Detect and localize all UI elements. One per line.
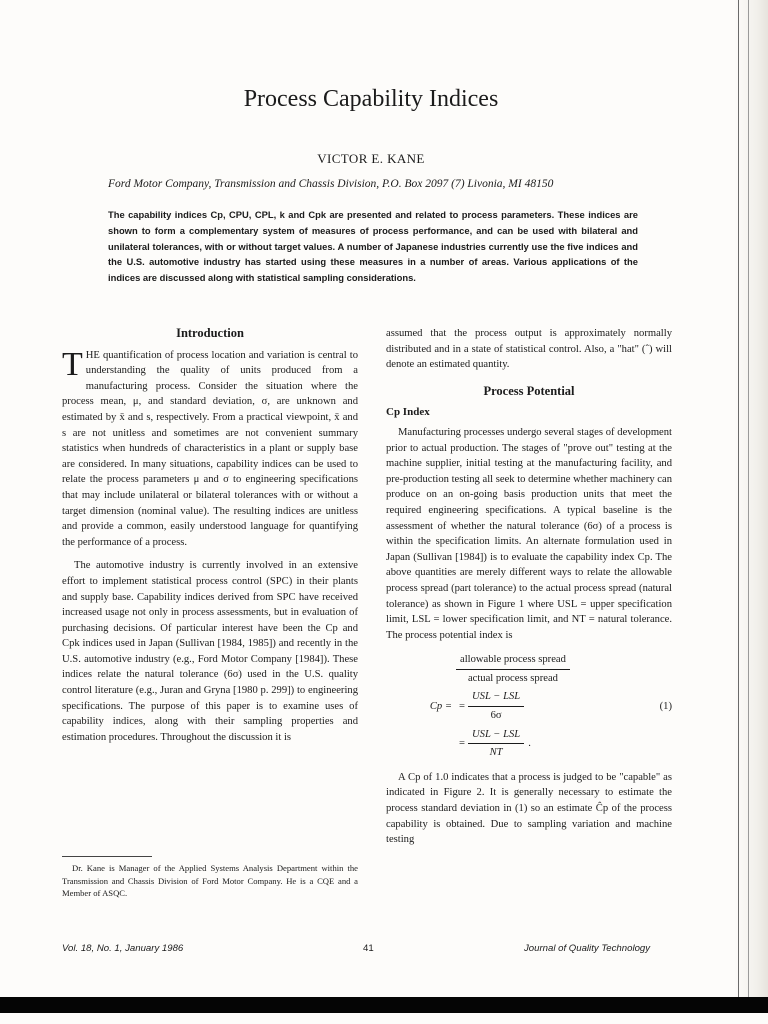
author-affiliation: Ford Motor Company, Transmission and Chassis Division, P.O. Box 2097 (7) Livonia, MI 48150 xyxy=(108,178,554,190)
cp-paragraph-2: A Cp of 1.0 indicates that a process is judged to be "capable" as indicated in Figure 2. It is generally necessary to estimate the process standard deviation in (1) so an estimate Ĉp of the process capability is obtained. Due to sampling variation and machine testing xyxy=(386,771,672,846)
equation-number: (1) xyxy=(659,700,672,712)
equation-numerator: allowable process spread xyxy=(456,652,570,670)
intro-paragraph-1 xyxy=(62,345,358,551)
page-edge-line xyxy=(738,0,739,997)
intro-paragraph-1-text: HE quantification of process location and variation is central to understanding the quality of units produced from a manufacturing process. Consider the situation where the process mean, μ, and standard deviation, σ, are unknown and estimated by x̄ and s, respectively. From a practical viewpoint, x̄ and s are not unitless and sometimes are not convenient summary statistics when hundreds of characteristics in a plant or supply base are considered. In many situations, capability indices can be used to relate the process parameters μ and σ to engineering specifications that may include unilateral or bilateral tolerances with or without a target dimension (nominal value). The resulting indices are unitless and provide a common, easily understood language for quantifying the performance of a process. xyxy=(62,349,358,548)
equation-denominator: NT xyxy=(489,747,503,759)
author-footnote: Dr. Kane is Manager of the Applied Systems Analysis Department within the Transmission and Chassis Division of Ford Motor Company. He is a CQE and a Member of ASQC. xyxy=(62,863,358,899)
continuation-paragraph: assumed that the process output is approximately normally distributed and in a state of statistical control. Also, a "hat" (ˆ) will denote an estimated quantity. xyxy=(386,328,672,371)
equation-denominator: actual process spread xyxy=(467,672,558,684)
equation-1 xyxy=(386,649,672,764)
equation-numerator: USL − LSL xyxy=(468,689,524,707)
equation-lhs: Cp = xyxy=(429,700,452,712)
left-column xyxy=(62,326,358,745)
equation-denominator: 6σ xyxy=(490,710,502,722)
page-edge-line xyxy=(748,0,749,997)
abstract: The capability indices Cp, CPU, CPL, k and Cpk are presented and related to process parameters. These indices are shown to form a complementary system of measures of process performance, and can be used with bilateral and unilateral tolerances, with or without target values. A number of Japanese industries currently use the five indices and the U.S. automotive industry has started using these measures in a number of areas. Various applications of the indices are discussed along with statistical sampling considerations. xyxy=(108,209,638,284)
page-edge-shadow xyxy=(734,0,768,997)
paper-title: Process Capability Indices xyxy=(243,86,499,112)
equation-body xyxy=(456,649,632,764)
drop-cap: T xyxy=(62,345,83,383)
subheading-cp-index: Cp Index xyxy=(386,406,430,419)
section-heading-introduction: Introduction xyxy=(176,326,244,340)
equation-line-3: = $\frac{\text{USL − LSL}}{NT}$ . xyxy=(456,727,632,761)
footer-volume: Vol. 18, No. 1, January 1986 xyxy=(62,943,184,954)
equation-numerator: USL − LSL xyxy=(468,727,524,745)
equation-line-2: = $\frac{\text{USL − LSL}}{6\sigma}$ xyxy=(456,689,632,723)
scan-bottom-border xyxy=(0,997,768,1013)
equation-line-1 xyxy=(456,652,632,686)
intro-paragraph-2: The automotive industry is currently involved in an extensive effort to implement statistical process control (SPC) in their plants and supply base. Capability indices derived from SPC have received increased usage not only in process assessments, but in evaluation of purchasing decisions. Of particular interest have been the Cp and Cpk indices used in Japan (Sullivan [1984, 1985]) and recently in the U.S. automotive industry (e.g., Ford Motor Company [1984]). These indices relate the natural tolerance (6σ) used in the U.S. quality control literature (e.g., Juran and Gryna [1980 p. 299]) to engineering specifications. The purpose of this paper is to examine uses of capability indices, along with their sampling properties and estimation procedures. Throughout the discussion it is xyxy=(62,560,358,743)
author-name: VICTOR E. KANE xyxy=(317,151,425,166)
right-column xyxy=(386,326,672,848)
footer-page-number: 41 xyxy=(363,943,374,954)
footnote-rule xyxy=(62,856,152,857)
section-heading-process-potential: Process Potential xyxy=(483,383,575,398)
footer-journal: Journal of Quality Technology xyxy=(524,943,651,954)
cp-paragraph-1: Manufacturing processes undergo several stages of development prior to actual production. The stages of "prove out" testing at the machine supplier, initial testing at the manufacturing facility, and pre-production testing all seek to determine whether machinery can produce on an on-going basis production units that meet the required engineering specifications. A typical baseline is the assessment of whether the natural tolerance (6σ) of a process is within the specification limits. An alternate formulation used in Japan (Sullivan [1984]) is to evaluate the capability index Cp. The above quantities are merely different ways to relate the allowable process spread (part tolerance) to the actual process spread (natural tolerance) as shown in Figure 1 where USL = upper specification limit, LSL = lower specification limit, and NT = natural tolerance. The process potential index is xyxy=(386,426,672,641)
